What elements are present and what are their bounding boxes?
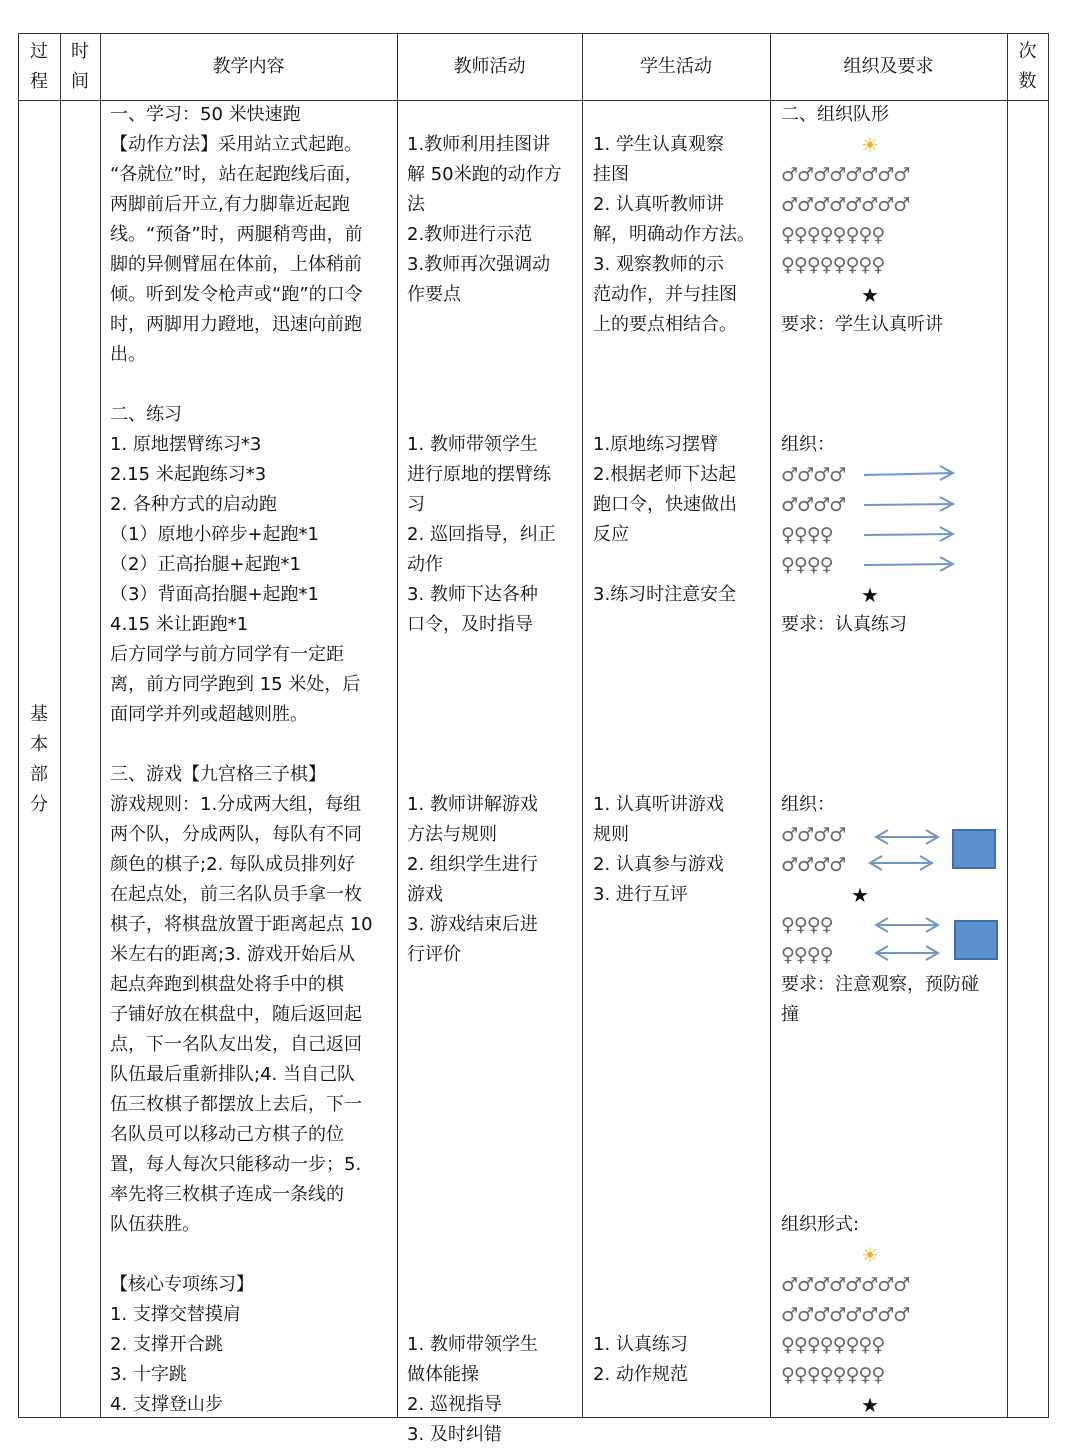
content-line: 1. 原地摆臂练习*3	[110, 434, 262, 455]
student-line: 解，明确动作方法。	[593, 224, 755, 245]
male-row: ♂♂♂♂	[781, 824, 846, 846]
teacher-line: 3. 教师下达各种	[407, 584, 538, 605]
requirement-2: 要求：认真练习	[781, 614, 907, 635]
content-line: 置，每人每次只能移动一步；5.	[110, 1154, 362, 1175]
teacher-line: 3. 及时纠错	[407, 1424, 502, 1445]
right-arrow-icon	[864, 497, 953, 511]
content-line: 脚的异侧臂屈在体前，上体稍前	[110, 254, 362, 275]
teacher-line: 1. 教师讲解游戏	[407, 794, 538, 815]
student-line: 跑口令，快速做出	[593, 494, 737, 515]
content-line: 游戏规则：1.分成两大组，每组	[110, 794, 362, 815]
teacher-star-icon: ★	[861, 583, 879, 607]
org-label: 组织：	[781, 794, 835, 815]
content-line: 1. 支撑交替摸肩	[110, 1304, 241, 1325]
student-line: 反应	[593, 524, 629, 545]
student-line: 1. 认真练习	[593, 1334, 688, 1355]
right-arrow-icon	[864, 527, 953, 541]
content-line: 起点奔跑到棋盘处将手中的棋	[110, 974, 344, 995]
requirement-3-cont: 撞	[781, 1004, 799, 1025]
student-line: 3. 进行互评	[593, 884, 688, 905]
chess-board-square	[954, 920, 998, 960]
teacher-line: 游戏	[407, 884, 443, 905]
header-teacher: 教师活动	[453, 56, 526, 77]
teacher-line: 行评价	[407, 944, 461, 965]
content-line: 后方同学与前方同学有一定距	[110, 644, 344, 665]
double-arrow-icon	[876, 918, 938, 932]
content-line: 面同学并列或超越则胜。	[110, 704, 308, 725]
content-line: 伍三枚棋子都摆放上去后，下一	[110, 1094, 362, 1115]
teacher-line: 习	[407, 494, 425, 515]
female-row: ♀♀♀♀	[781, 554, 833, 576]
student-line: 2. 认真参与游戏	[593, 854, 724, 875]
female-row: ♀♀♀♀♀♀♀♀	[781, 1334, 885, 1356]
content-line: 两脚前后开立,有力脚靠近起跑	[110, 194, 350, 215]
content-line: （2）正高抬腿+起跑*1	[110, 554, 301, 575]
teacher-line: 3.教师再次强调动	[407, 254, 551, 275]
content-line: 颜色的棋子;2. 每队成员排列好	[110, 854, 355, 875]
content-line: 4. 支撑登山步	[110, 1394, 223, 1415]
content-line: 米左右的距离;3. 游戏开始后从	[110, 944, 355, 965]
female-row: ♀♀♀♀♀♀♀♀	[781, 224, 885, 246]
student-line: 范动作，并与挂图	[593, 284, 737, 305]
teacher-line: 2. 组织学生进行	[407, 854, 538, 875]
content-line: 棋子，将棋盘放置于距离起点 10	[110, 914, 373, 935]
content-line: 出。	[110, 344, 146, 365]
teacher-line: 1.教师利用挂图讲	[407, 134, 551, 155]
content-line: 2. 各种方式的启动跑	[110, 494, 277, 515]
male-row: ♂♂♂♂♂♂♂♂	[781, 1304, 910, 1326]
student-line: 1. 认真听讲游戏	[593, 794, 724, 815]
teacher-line: 2. 巡回指导，纠正	[407, 524, 556, 545]
student-line: 1. 学生认真观察	[593, 134, 724, 155]
form-label: 组织形式:	[781, 1214, 860, 1235]
teacher-line: 口令，及时指导	[407, 614, 533, 635]
section-label-char: 分	[30, 794, 48, 815]
content-line: 名队员可以移动己方棋子的位	[110, 1124, 344, 1145]
requirement-1: 要求：学生认真听讲	[781, 314, 943, 335]
header-time: 时 间	[71, 41, 89, 92]
student-line: 2. 动作规范	[593, 1364, 688, 1385]
female-row: ♀♀♀♀	[781, 524, 833, 546]
content-line: 【动作方法】采用站立式起跑。	[110, 134, 362, 155]
content-line: 2.15 米起跑练习*3	[110, 464, 267, 485]
student-line: 2.根据老师下达起	[593, 464, 737, 485]
content-line: 在起点处，前三名队员手拿一枚	[110, 884, 362, 905]
content-line: 二、练习	[110, 404, 182, 425]
content-line: 率先将三枚棋子连成一条线的	[110, 1184, 344, 1205]
student-line: 上的要点相结合。	[593, 314, 737, 335]
teacher-line: 1. 教师带领学生	[407, 434, 538, 455]
teacher-line: 做体能操	[407, 1364, 479, 1385]
male-row: ♂♂♂♂♂♂♂♂	[781, 164, 910, 186]
student-line: 2. 认真听教师讲	[593, 194, 724, 215]
header-process: 过 程	[30, 41, 48, 92]
student-line: 3.练习时注意安全	[593, 584, 737, 605]
teacher-line: 进行原地的摆臂练	[407, 464, 551, 485]
teacher-star-icon: ★	[851, 883, 869, 907]
teacher-line: 方法与规则	[407, 824, 497, 845]
female-row: ♀♀♀♀	[781, 944, 833, 966]
header-organization: 组织及要求	[843, 56, 934, 77]
student-line: 3. 观察教师的示	[593, 254, 724, 275]
student-line: 1.原地练习摆臂	[593, 434, 719, 455]
sun-icon: ☀	[861, 1243, 879, 1267]
teacher-star-icon: ★	[861, 283, 879, 307]
content-line: 点，下一名队友出发，自己返回	[110, 1034, 362, 1055]
section-label-char: 部	[30, 764, 48, 785]
content-line: （3）背面高抬腿+起跑*1	[110, 584, 319, 605]
content-line: 【核心专项练习】	[110, 1274, 254, 1295]
section-label-char: 基	[30, 704, 48, 725]
content-line: 时，两脚用力蹬地，迅速向前跑	[110, 314, 362, 335]
double-arrow-icon	[876, 830, 938, 844]
double-arrow-icon	[870, 856, 932, 870]
content-line: 线。“预备”时，两腿稍弯曲，前	[110, 224, 363, 245]
male-row: ♂♂♂♂♂♂♂♂	[781, 1274, 910, 1296]
content-line: 两个队，分成两队，每队有不同	[110, 824, 362, 845]
formation-title: 二、组织队形	[781, 104, 889, 125]
requirement-3: 要求：注意观察，预防碰	[781, 974, 979, 995]
teacher-line: 3. 游戏结束后进	[407, 914, 538, 935]
teacher-line: 1. 教师带领学生	[407, 1334, 538, 1355]
content-line: （1）原地小碎步+起跑*1	[110, 524, 319, 545]
male-row: ♂♂♂♂	[781, 854, 846, 876]
content-line: 倾。听到发令枪声或“跑”的口令	[110, 284, 363, 305]
female-row: ♀♀♀♀	[781, 914, 833, 936]
right-arrow-icon	[864, 466, 953, 480]
teacher-star-icon: ★	[861, 1393, 879, 1417]
content-line: 队伍获胜。	[110, 1214, 200, 1235]
content-line: 4.15 米让距跑*1	[110, 614, 249, 635]
male-row: ♂♂♂♂♂♂♂♂	[781, 194, 910, 216]
teacher-line: 解 50米跑的动作方	[407, 164, 562, 185]
content-line: 2. 支撑开合跳	[110, 1334, 223, 1355]
sun-icon: ☀	[861, 133, 879, 157]
teacher-line: 2.教师进行示范	[407, 224, 533, 245]
content-line: 离，前方同学跑到 15 米处，后	[110, 674, 361, 695]
chess-board-square	[952, 829, 996, 869]
male-row: ♂♂♂♂	[781, 464, 846, 486]
right-arrow-icon	[864, 557, 953, 571]
double-arrow-icon	[876, 946, 938, 960]
org-label: 组织：	[781, 434, 835, 455]
male-row: ♂♂♂♂	[781, 494, 846, 516]
content-line: 3. 十字跳	[110, 1364, 187, 1385]
student-line: 规则	[593, 824, 629, 845]
teacher-line: 法	[407, 194, 425, 215]
content-line: 三、游戏【九宫格三子棋】	[110, 764, 326, 785]
teacher-line: 动作	[407, 554, 443, 575]
teacher-line: 作要点	[407, 284, 461, 305]
teacher-line: 2. 巡视指导	[407, 1394, 502, 1415]
header-student: 学生活动	[640, 56, 712, 77]
female-row: ♀♀♀♀♀♀♀♀	[781, 254, 885, 276]
female-row: ♀♀♀♀♀♀♀♀	[781, 1364, 885, 1386]
content-line: 子铺好放在棋盘中，随后返回起	[110, 1004, 362, 1025]
content-line: “各就位”时，站在起跑线后面，	[110, 164, 363, 185]
header-content: 教学内容	[212, 56, 285, 77]
student-line: 挂图	[593, 164, 629, 185]
header-count: 次 数	[1018, 41, 1037, 92]
content-line: 一、学习：50 米快速跑	[110, 104, 301, 125]
content-line: 队伍最后重新排队;4. 当自己队	[110, 1064, 355, 1085]
section-label-char: 本	[30, 734, 48, 755]
